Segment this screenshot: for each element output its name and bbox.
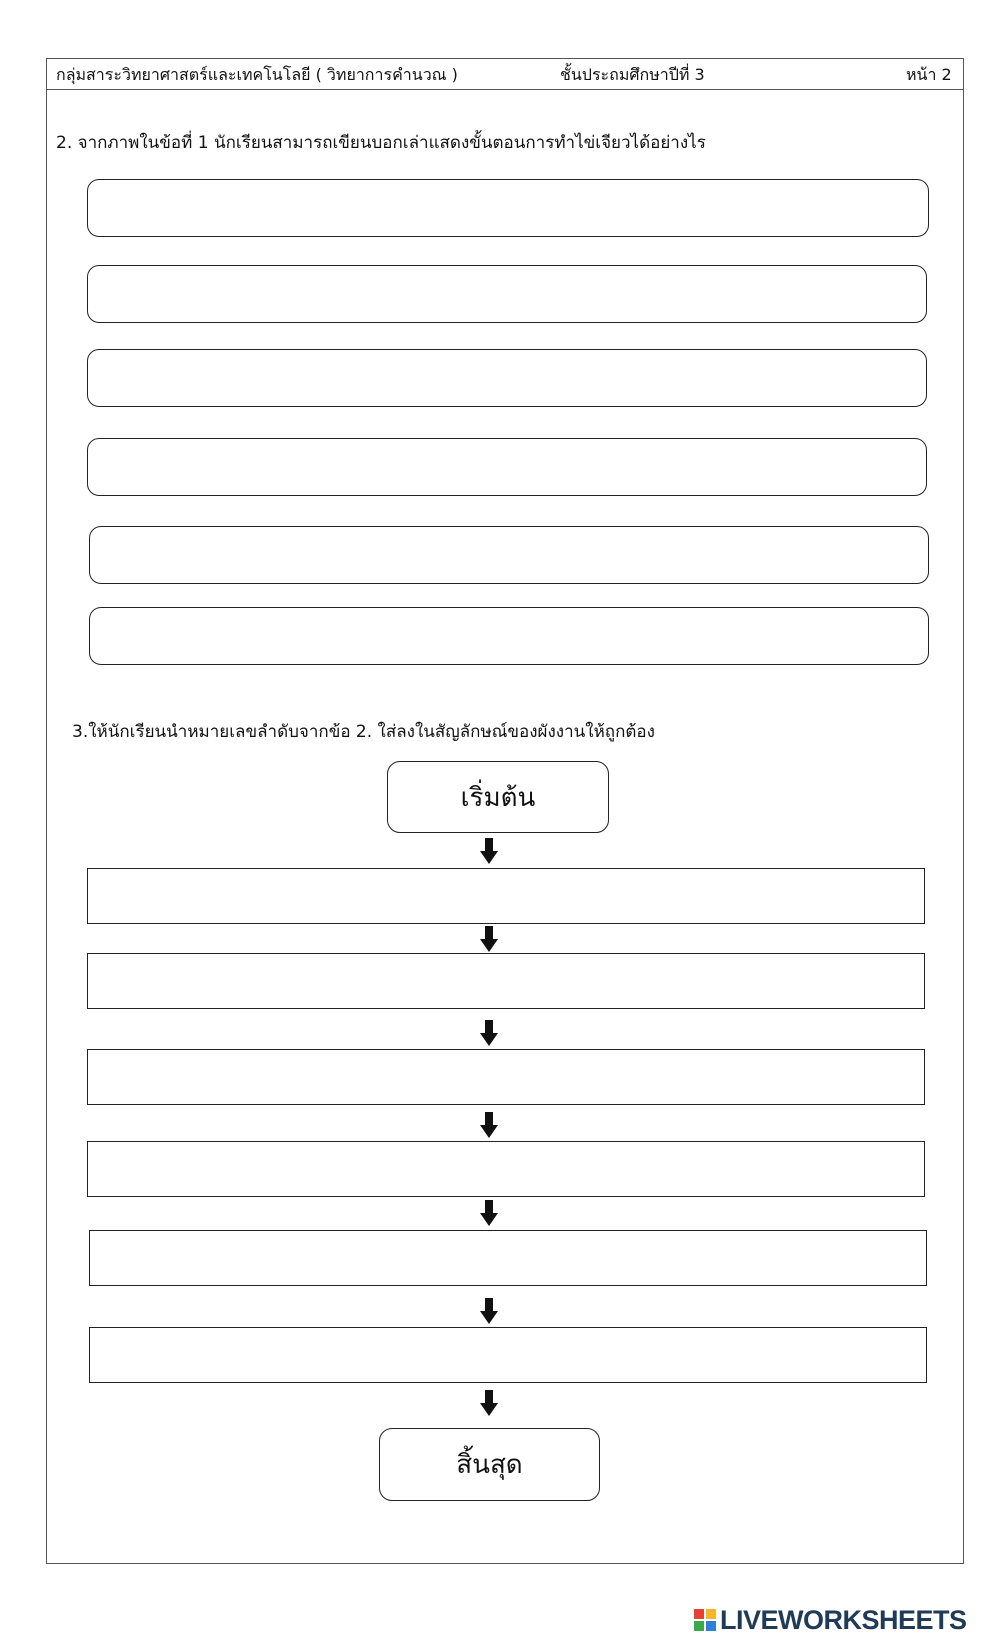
question-2-text: 2. จากภาพในข้อที่ 1 นักเรียนสามารถเขียนบอกเล่าแสดงขั้นตอนการทำไข่เจียวได้อย่างไร xyxy=(56,133,706,153)
answer-box-4[interactable] xyxy=(87,438,927,496)
flowchart-input-3[interactable] xyxy=(88,1050,924,1104)
flowchart-input-4[interactable] xyxy=(88,1142,924,1196)
answer-input-6[interactable] xyxy=(90,608,928,664)
down-arrow-icon xyxy=(480,1390,498,1416)
answer-input-3[interactable] xyxy=(88,350,926,406)
flowchart-process-box-4[interactable] xyxy=(87,1141,925,1197)
header-grade: ชั้นประถมศึกษาปีที่ 3 xyxy=(560,65,705,84)
answer-box-1[interactable] xyxy=(87,179,929,237)
flowchart-input-5[interactable] xyxy=(90,1231,926,1285)
flowchart-end-terminal: สิ้นสุด xyxy=(379,1428,600,1501)
flowchart-process-box-5[interactable] xyxy=(89,1230,927,1286)
header-page-number: หน้า 2 xyxy=(906,65,952,84)
down-arrow-icon xyxy=(480,1298,498,1324)
answer-box-3[interactable] xyxy=(87,349,927,407)
flowchart-process-box-1[interactable] xyxy=(87,868,925,924)
answer-box-5[interactable] xyxy=(89,526,929,584)
down-arrow-icon xyxy=(480,1112,498,1138)
down-arrow-icon xyxy=(480,1020,498,1046)
down-arrow-icon xyxy=(480,1200,498,1226)
liveworksheets-branding xyxy=(694,1606,967,1634)
answer-box-2[interactable] xyxy=(87,265,927,323)
flowchart-process-box-3[interactable] xyxy=(87,1049,925,1105)
answer-input-5[interactable] xyxy=(90,527,928,583)
down-arrow-icon xyxy=(480,838,498,864)
flowchart-process-box-2[interactable] xyxy=(87,953,925,1009)
question-3-text: 3.ให้นักเรียนนำหมายเลขลำดับจากข้อ 2. ใส่ลงในสัญลักษณ์ของผังงานให้ถูกต้อง xyxy=(72,722,655,742)
down-arrow-icon xyxy=(480,926,498,952)
answer-box-6[interactable] xyxy=(89,607,929,665)
flowchart-input-2[interactable] xyxy=(88,954,924,1008)
flowchart-process-box-6[interactable] xyxy=(89,1327,927,1383)
answer-input-2[interactable] xyxy=(88,266,926,322)
header-divider xyxy=(46,89,964,90)
liveworksheets-logo-icon xyxy=(694,1609,716,1631)
flowchart-input-1[interactable] xyxy=(88,869,924,923)
answer-input-1[interactable] xyxy=(88,180,928,236)
header-subject: กลุ่มสาระวิทยาศาสตร์และเทคโนโลยี ( วิทยาการคำนวณ ) xyxy=(56,65,458,84)
brand-wordmark: LIVEWORKSHEETS xyxy=(720,1605,967,1635)
flowchart-start-terminal: เริ่มต้น xyxy=(387,761,609,833)
flowchart-input-6[interactable] xyxy=(90,1328,926,1382)
answer-input-4[interactable] xyxy=(88,439,926,495)
